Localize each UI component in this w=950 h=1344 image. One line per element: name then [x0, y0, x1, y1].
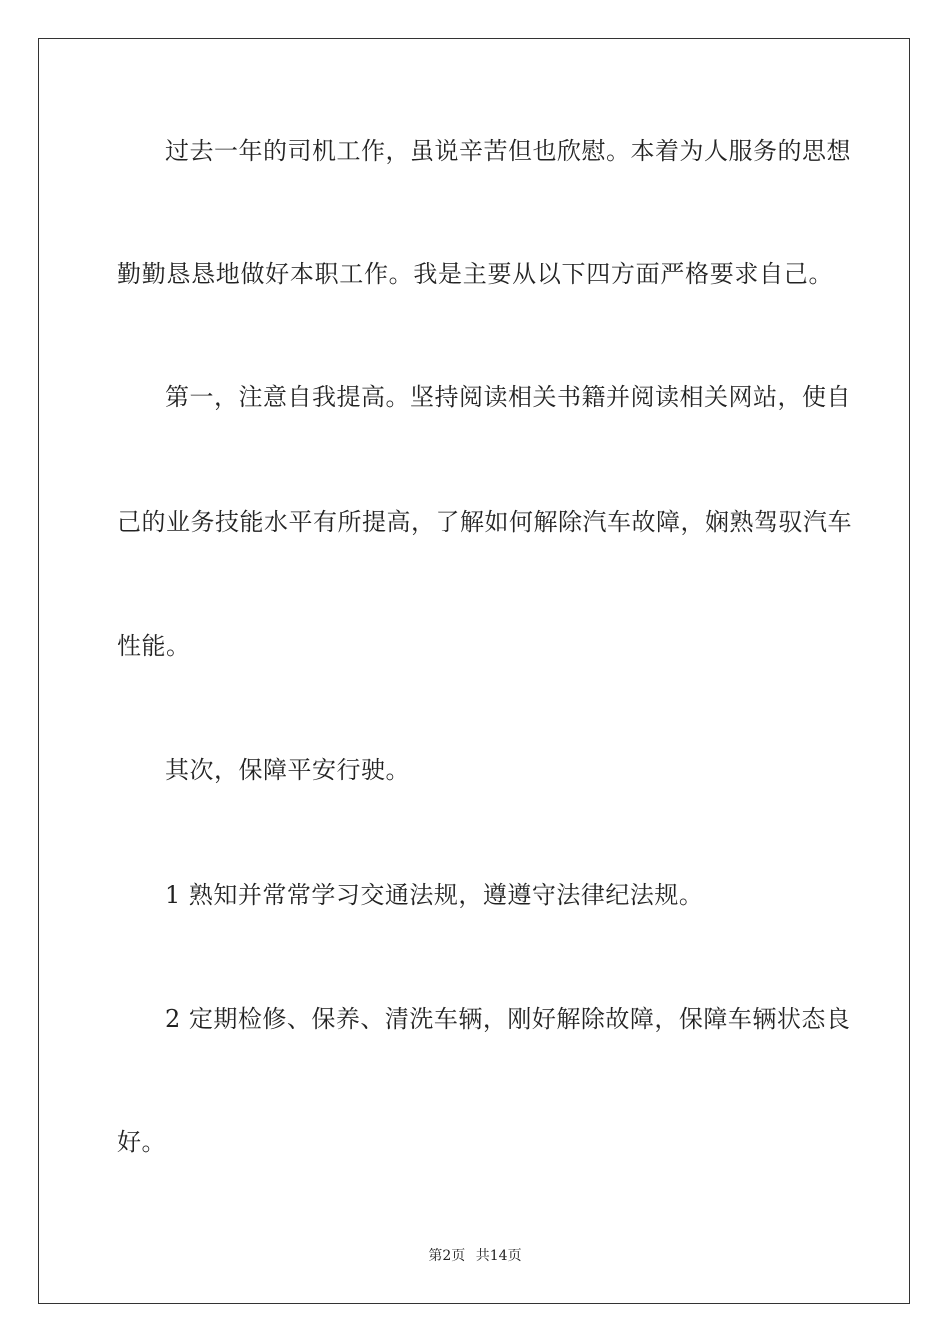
- paragraph-5-line-1: 2 定期检修、保养、清洗车辆，刚好解除故障，保障车辆状态良: [165, 1005, 851, 1033]
- paragraph-5-line-2: 好。: [117, 1128, 166, 1156]
- paragraph-1-line-2: 勤勤恳恳地做好本职工作。我是主要从以下四方面严格要求自己。: [117, 260, 833, 288]
- paragraph-1-line-1: 过去一年的司机工作，虽说辛苦但也欣慰。本着为人服务的思想: [165, 137, 851, 165]
- paragraph-4-line-1: 1 熟知并常常学习交通法规，遵遵守法律纪法规。: [165, 881, 704, 909]
- paragraph-3-line-1: 其次，保障平安行驶。: [165, 756, 410, 784]
- paragraph-2-line-2: 己的业务技能水平有所提高，了解如何解除汽车故障，娴熟驾驭汽车: [117, 508, 852, 536]
- page-border: [38, 38, 910, 1304]
- paragraph-2-line-3: 性能。: [117, 632, 191, 660]
- page-footer: [0, 1247, 950, 1265]
- page-number-current: 第2页: [428, 1248, 466, 1264]
- paragraph-2-line-1: 第一，注意自我提高。坚持阅读相关书籍并阅读相关网站，使自: [165, 383, 851, 411]
- page-number-total: 共14页: [475, 1248, 522, 1264]
